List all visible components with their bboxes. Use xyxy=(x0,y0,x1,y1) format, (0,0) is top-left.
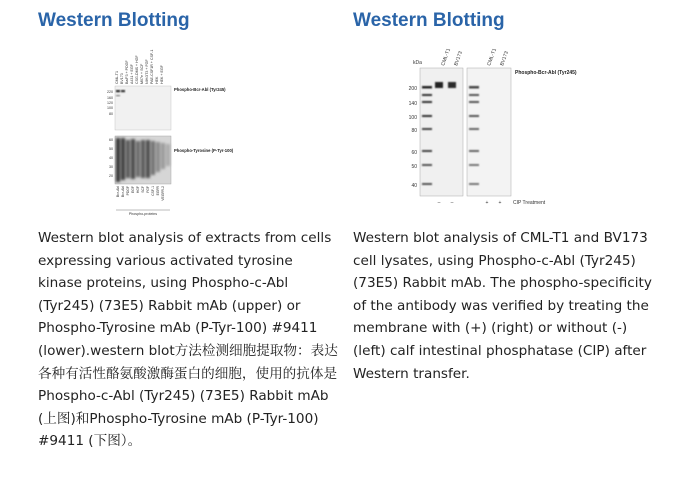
kda-marker: 140 xyxy=(408,101,417,107)
cip-sign: – xyxy=(437,200,441,206)
bottom-lane-label: Bcr-Abl xyxy=(121,186,125,198)
left-blot-figure xyxy=(96,44,276,219)
bottom-lane-label: VEGFR-2 xyxy=(161,186,165,201)
bottom-lane-label: CSF-1 xyxy=(151,186,155,196)
left-lane-label: HEK xyxy=(155,76,159,84)
kda-marker: 120 xyxy=(107,101,113,105)
bottom-lane-label: HGF xyxy=(136,186,140,194)
left-title: Western Blotting xyxy=(38,10,190,31)
right-lane-label: CML-T1 xyxy=(486,47,499,67)
right-lane-labels xyxy=(440,47,510,66)
cip-sign: + xyxy=(485,200,489,206)
kda-marker: 60 xyxy=(109,138,113,142)
kda-marker: 80 xyxy=(109,112,113,116)
left-bottom-labels xyxy=(116,185,165,200)
kda-marker: 50 xyxy=(109,147,113,151)
kda-marker: 160 xyxy=(107,96,113,100)
lower-blot-label: Phospho-Tyrosine (P-Tyr-100) xyxy=(174,148,234,153)
left-lane-label: CSG-DMS + HGF xyxy=(135,55,139,84)
right-lane-label: CML-T1 xyxy=(440,47,453,67)
kda-marker: 80 xyxy=(411,128,417,134)
bottom-lane-label: EGFR xyxy=(156,186,160,196)
bottom-lane-label: Bcr-Abl xyxy=(116,186,120,198)
right-kda-markers xyxy=(409,86,418,189)
left-caption: Western blot analysis of extracts from cells expressing various activated tyrosine kinase proteins, using Phospho-c-Abl (Tyr245) (73E5) Rabbit mAb (upper) or Phospho-Tyrosine mAb (P-Tyr-100) #9411 (lower).western blot方法检测细胞提取物：表达各种有活性酪氨酸激酶蛋白的细胞，使用的抗体是Phospho-c-Abl (Tyr245) (73E5) Rabbit mAb (上图)和Phospho-Tyrosine mAb (P-Tyr-100) #9411 (下图）。 xyxy=(38,230,338,450)
left-lane-labels xyxy=(115,50,164,84)
right-caption: Western blot analysis of CML-T1 and BV173 cell lysates, using Phospho-c-Abl (Tyr245) (73E5) Rabbit mAb. The phospho-specificity of the antibody was verified by treating the membrane with (+) (right) or without (-) (left) calf intestinal phosphatase (CIP) after Western transfer. xyxy=(353,230,652,382)
right-band-label: Phospho-Bcr-Abl (Tyr245) xyxy=(515,70,577,76)
kda-marker: 40 xyxy=(411,183,417,189)
left-lane-label: BV173 xyxy=(120,73,124,84)
left-kda-markers xyxy=(107,90,113,178)
left-blot-footer: Phospho-proteins xyxy=(128,212,158,216)
right-blot-figure xyxy=(403,44,593,214)
cip-sign: – xyxy=(450,200,454,206)
left-lane-label: NIH/3T3 + FGF xyxy=(145,59,149,84)
left-lane-label: M07e + SCF xyxy=(140,63,144,84)
right-lane-label: BV173 xyxy=(499,50,511,67)
left-lane-label: Ba/F3 + PDGF xyxy=(125,60,129,84)
kda-marker: 50 xyxy=(411,164,417,170)
cip-signs xyxy=(438,200,502,206)
upper-blot-membrane xyxy=(115,86,171,130)
cip-sign: + xyxy=(498,200,502,206)
left-lane-label: PAE-CSF1R + CSF-1 xyxy=(150,49,154,84)
bottom-lane-label: FGF xyxy=(146,186,150,193)
kda-marker: 100 xyxy=(408,115,417,121)
kda-marker: 20 xyxy=(109,174,113,178)
upper-blot-label: Phospho-Bcr-Abl (Tyr245) xyxy=(174,87,226,92)
left-blot-side-labels xyxy=(174,87,234,153)
left-lane-label: CML-T1 xyxy=(115,71,119,84)
bottom-lane-label: SCF xyxy=(141,186,145,193)
cip-treatment-label: CIP Treatment xyxy=(513,200,546,206)
right-lane-label: BV173 xyxy=(453,50,465,67)
left-lane-label: A431 + EGF xyxy=(130,64,134,84)
kda-marker: 40 xyxy=(109,156,113,160)
kda-marker: 220 xyxy=(107,90,113,94)
kda-marker: 100 xyxy=(107,106,113,110)
bottom-lane-label: EGF xyxy=(131,186,135,193)
kda-header: kDa xyxy=(413,60,422,66)
left-lane-label: HEK + EGF xyxy=(160,65,164,84)
bottom-lane-label: PDGF xyxy=(126,186,130,196)
kda-marker: 200 xyxy=(408,86,417,92)
kda-marker: 30 xyxy=(109,165,113,169)
kda-marker: 60 xyxy=(411,150,417,156)
right-title: Western Blotting xyxy=(353,10,505,31)
